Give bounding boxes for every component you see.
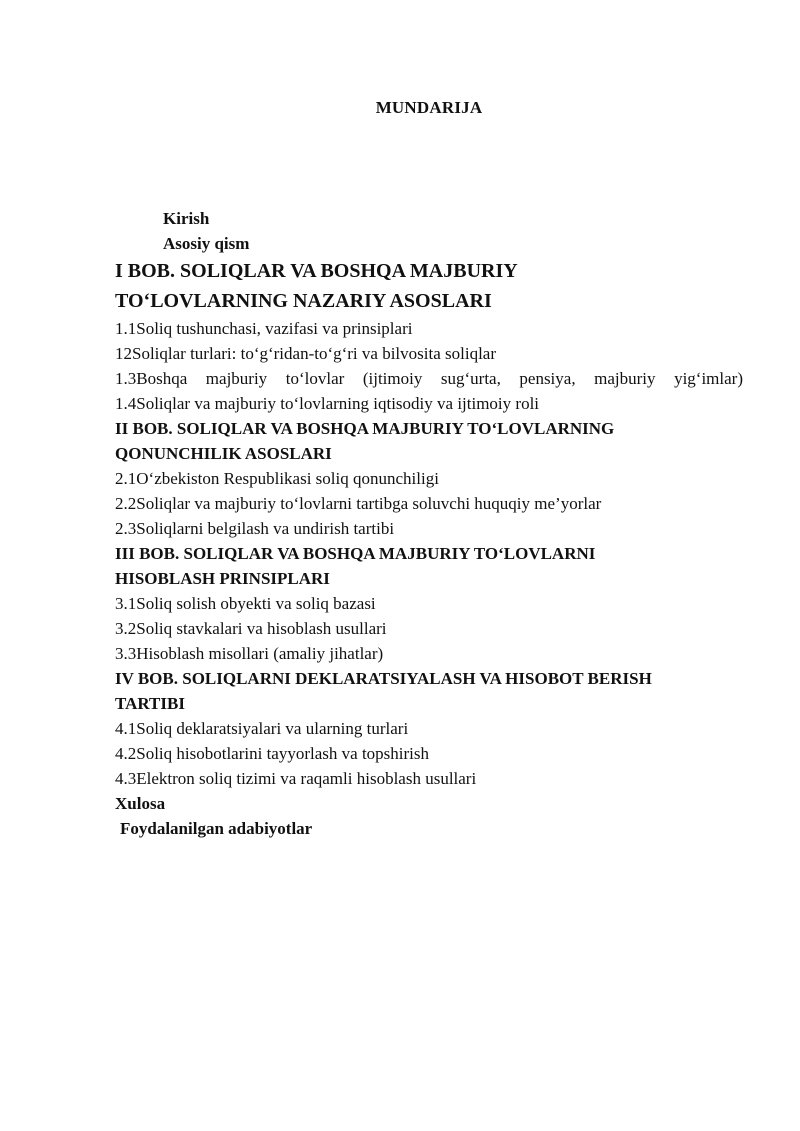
chapter-3-title-line-2: HISOBLASH PRINSIPLARI [115,569,330,588]
toc-item-4-1: 4.1Soliq deklaratsiyalari va ularning turlari [115,719,409,738]
toc-main-part: Asosiy qism [163,234,250,253]
table-of-contents [115,206,743,841]
toc-item-2-2: 2.2Soliqlar va majburiy to‘lovlarni tartibga soluvchi huquqiy me’yorlar [115,494,602,513]
toc-conclusion: Xulosa [115,794,166,813]
chapter-1-title-line-2: TO‘LOVLARNING NAZARIY ASOSLARI [115,290,492,312]
toc-item-4-3: 4.3Elektron soliq tizimi va raqamli hisoblash usullari [115,769,477,788]
chapter-4-title-line-2: TARTIBI [115,694,185,713]
chapter-1-title-line-1: I BOB. SOLIQLAR VA BOSHQA MAJBURIY [115,260,518,282]
chapter-4-title-line-1: IV BOB. SOLIQLARNI DEKLARATSIYALASH VA HISOBOT BERISH [115,669,652,688]
toc-item-2-1: 2.1O‘zbekiston Respublikasi soliq qonunchiligi [115,469,439,488]
toc-item-4-2: 4.2Soliq hisobotlarini tayyorlash va topshirish [115,744,430,763]
toc-item-3-2: 3.2Soliq stavkalari va hisoblash usullari [115,619,387,638]
toc-item-3-3: 3.3Hisoblash misollari (amaliy jihatlar) [115,644,384,663]
chapter-2-title-line-2: QONUNCHILIK ASOSLARI [115,444,332,463]
toc-item-1-3: 1.3Boshqa majburiy to‘lovlar (ijtimoiy sug‘urta, pensiya, majburiy yig‘imlar) [115,369,743,388]
chapter-2-title-line-1: II BOB. SOLIQLAR VA BOSHQA MAJBURIY TO‘LOVLARNING [115,419,615,438]
toc-item-1-2: 12Soliqlar turlari: to‘g‘ridan-to‘g‘ri va bilvosita soliqlar [115,344,496,363]
toc-intro: Kirish [163,209,210,228]
toc-item-2-3: 2.3Soliqlarni belgilash va undirish tartibi [115,519,395,538]
toc-item-1-4: 1.4Soliqlar va majburiy to‘lovlarning iqtisodiy va ijtimoiy roli [115,394,540,413]
toc-literature: Foydalanilgan adabiyotlar [120,819,313,838]
chapter-3-title-line-1: III BOB. SOLIQLAR VA BOSHQA MAJBURIY TO‘LOVLARNI [115,544,596,563]
page-title: MUNDARIJA [375,98,483,117]
toc-item-1-1: 1.1Soliq tushunchasi, vazifasi va prinsiplari [115,319,413,338]
toc-item-3-1: 3.1Soliq solish obyekti va soliq bazasi [115,594,376,613]
